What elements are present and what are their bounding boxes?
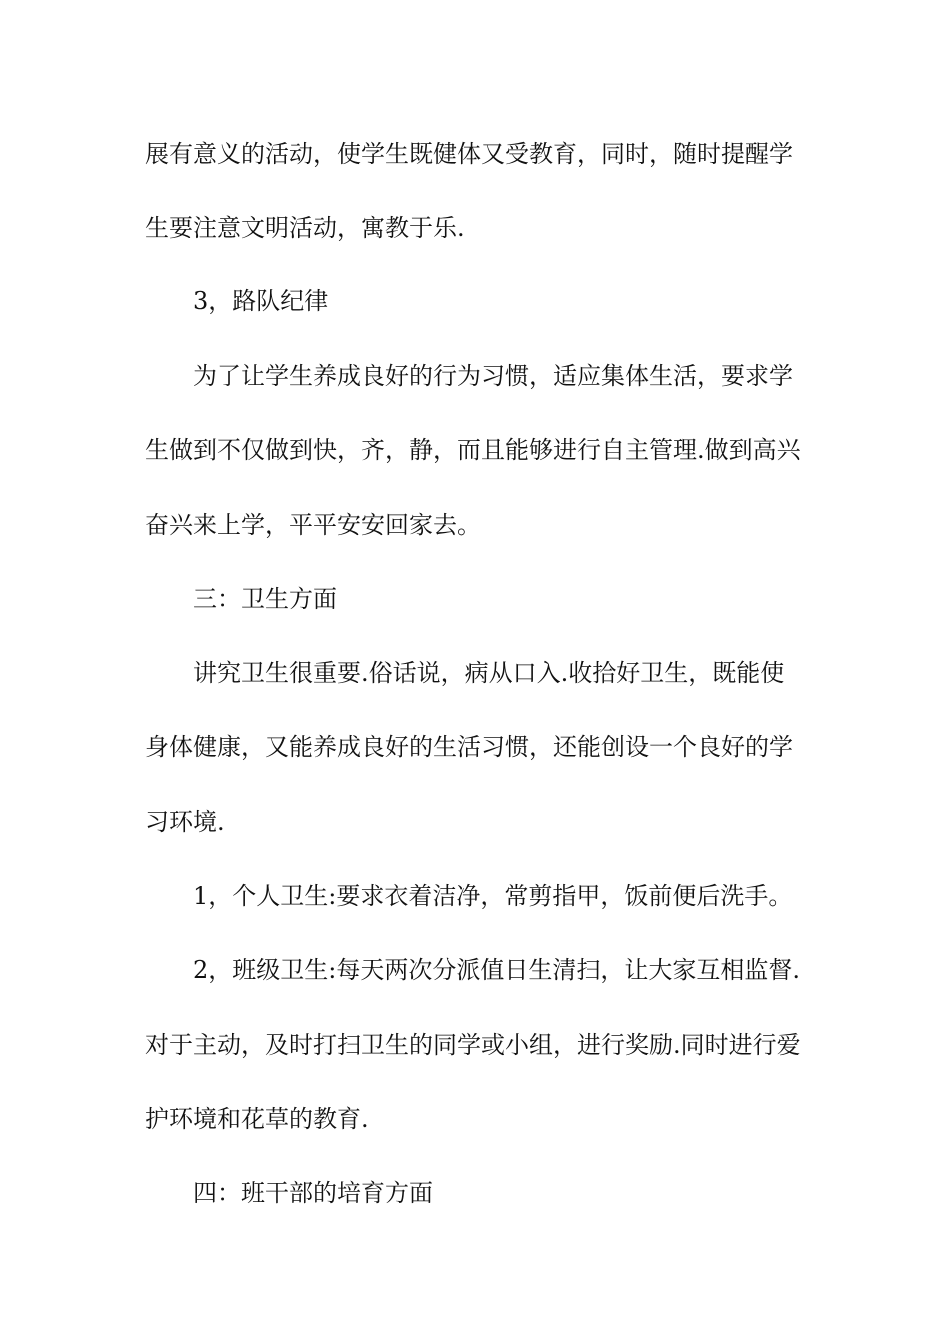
paragraph-line: 1，个人卫生:要求衣着洁净，常剪指甲，饭前便后洗手。	[193, 882, 793, 910]
paragraph-line: 身体健康，又能养成良好的生活习惯，还能创设一个良好的学	[145, 733, 793, 761]
paragraph-line: 生做到不仅做到快，齐，静，而且能够进行自主管理.做到高兴	[145, 436, 801, 464]
paragraph-line: 奋兴来上学，平平安安回家去。	[145, 511, 481, 539]
section-heading: 3，路队纪律	[193, 287, 329, 315]
paragraph-line: 展有意义的活动，使学生既健体又受教育，同时，随时提醒学	[145, 140, 793, 168]
paragraph-line: 习环境.	[145, 808, 225, 836]
paragraph-line: 为了让学生养成良好的行为习惯，适应集体生活，要求学	[193, 362, 793, 390]
paragraph-line: 对于主动，及时打扫卫生的同学或小组，进行奖励.同时进行爱	[145, 1031, 801, 1059]
section-heading: 四：班干部的培育方面	[193, 1179, 433, 1207]
section-heading: 三：卫生方面	[193, 585, 337, 613]
paragraph-line: 2，班级卫生:每天两次分派值日生清扫，让大家互相监督.	[193, 956, 800, 984]
paragraph-line: 生要注意文明活动，寓教于乐.	[145, 214, 465, 242]
paragraph-line: 讲究卫生很重要.俗话说，病从口入.收拾好卫生，既能使	[193, 659, 785, 687]
paragraph-line: 护环境和花草的教育.	[145, 1105, 369, 1133]
